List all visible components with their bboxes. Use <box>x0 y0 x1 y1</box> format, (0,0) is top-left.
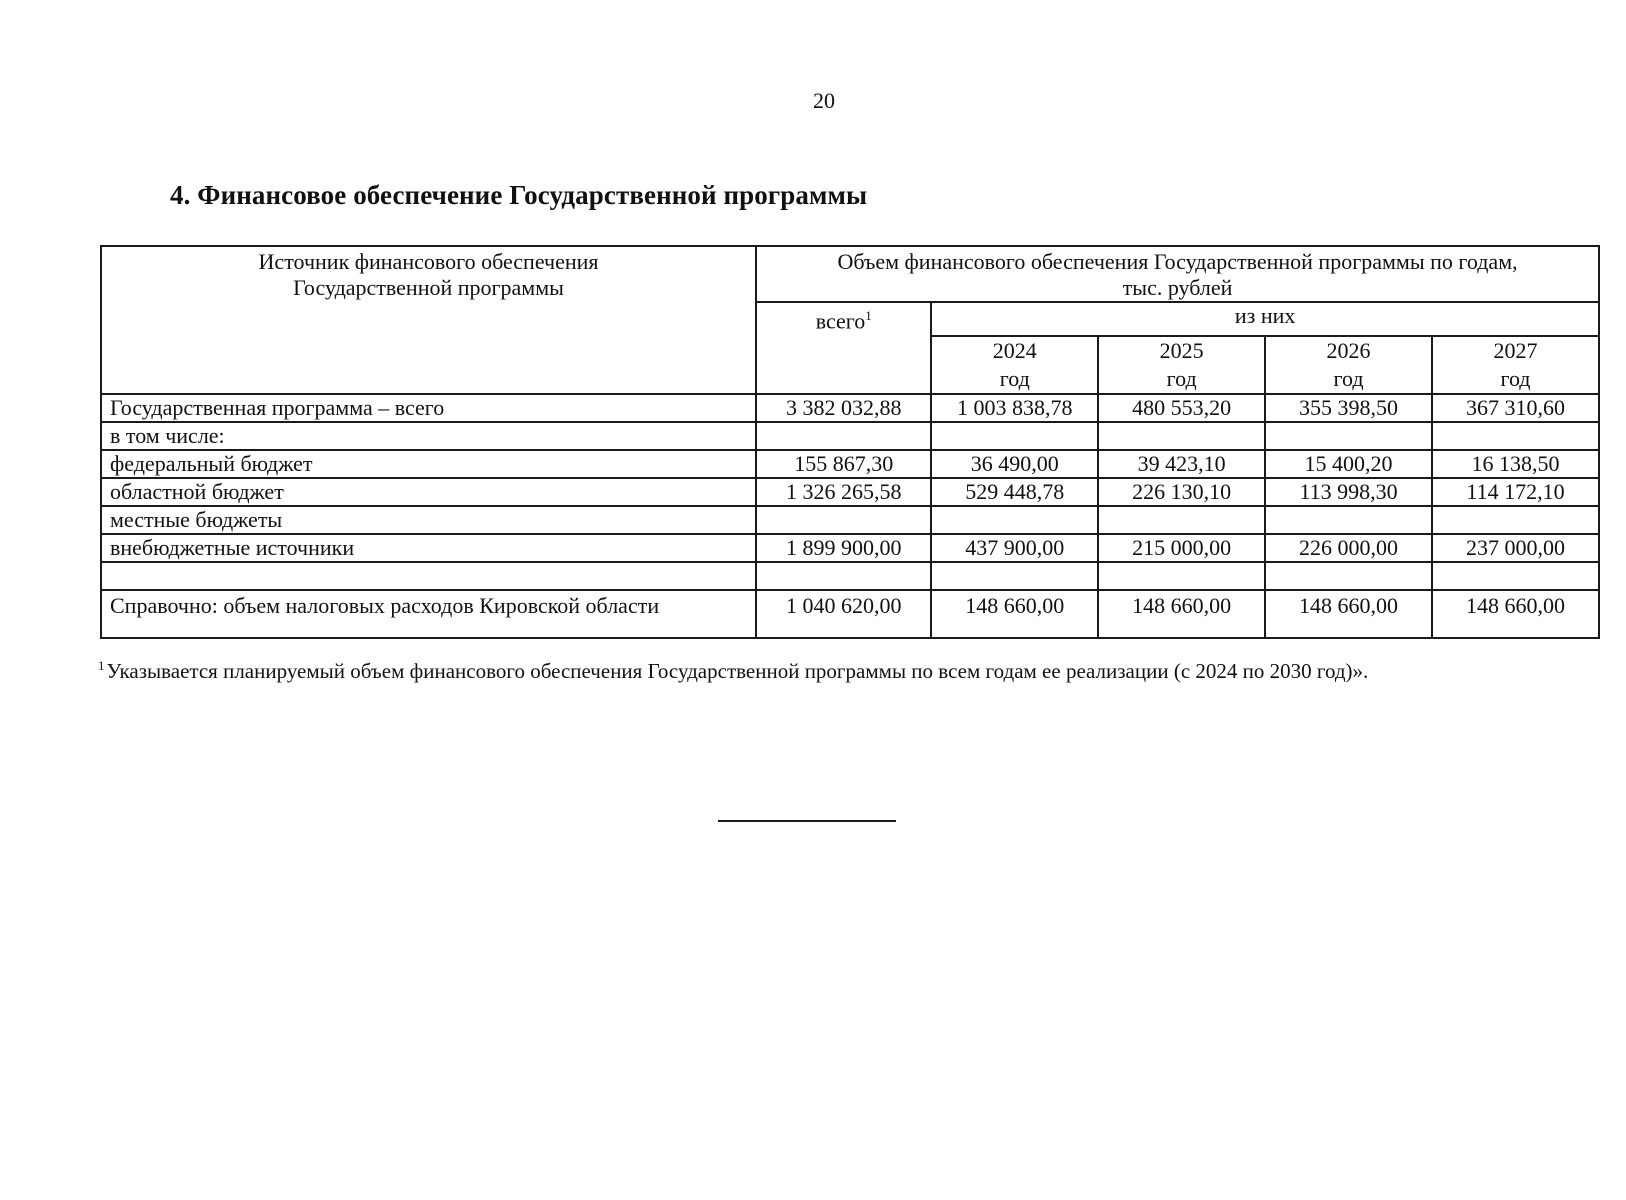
cell-2027: 16 138,50 <box>1432 450 1599 478</box>
footnote-mark: 1 <box>98 658 105 673</box>
cell-2024 <box>931 506 1098 534</box>
header-year-value: 2024 <box>992 338 1037 363</box>
cell-2027: 114 172,10 <box>1432 478 1599 506</box>
row-label: федеральный бюджет <box>101 450 756 478</box>
header-source-line2: Государственной программы <box>293 275 564 300</box>
header-year-unit: год <box>1500 366 1531 391</box>
header-year-value: 2025 <box>1159 338 1204 363</box>
header-year-unit: год <box>1166 366 1197 391</box>
cell-total <box>756 506 931 534</box>
section-title: 4. Финансовое обеспечение Государственной программы <box>170 180 868 210</box>
row-label: Справочно: объем налоговых расходов Кировской области <box>101 590 756 638</box>
cell-total <box>756 422 931 450</box>
table-row-local-budgets <box>101 506 1599 534</box>
cell-2027: 148 660,00 <box>1432 590 1599 638</box>
cell-2024: 529 448,78 <box>931 478 1098 506</box>
cell-2025 <box>1098 562 1265 590</box>
table-row-empty <box>101 562 1599 590</box>
cell-2025: 215 000,00 <box>1098 534 1265 562</box>
row-label: Государственная программа – всего <box>101 394 756 422</box>
cell-2024: 36 490,00 <box>931 450 1098 478</box>
table-header-row-1 <box>101 246 1599 302</box>
cell-2025: 480 553,20 <box>1098 394 1265 422</box>
header-source-cell <box>101 246 756 394</box>
cell-2026: 355 398,50 <box>1265 394 1432 422</box>
table-row-regional-budget <box>101 478 1599 506</box>
cell-2024: 148 660,00 <box>931 590 1098 638</box>
table-row-program-total <box>101 394 1599 422</box>
cell-total: 3 382 032,88 <box>756 394 931 422</box>
table-row-federal-budget <box>101 450 1599 478</box>
cell-2026: 15 400,20 <box>1265 450 1432 478</box>
cell-total: 1 899 900,00 <box>756 534 931 562</box>
header-total-label: всего <box>815 308 866 334</box>
cell-total: 155 867,30 <box>756 450 931 478</box>
row-label: местные бюджеты <box>101 506 756 534</box>
header-year-2026 <box>1265 336 1432 394</box>
cell-2027: 237 000,00 <box>1432 534 1599 562</box>
cell-2027 <box>1432 562 1599 590</box>
row-label: внебюджетные источники <box>101 534 756 562</box>
row-label: областной бюджет <box>101 478 756 506</box>
header-year-value: 2027 <box>1493 338 1538 363</box>
header-volume-line2: тыс. рублей <box>1122 275 1233 300</box>
cell-2026 <box>1265 562 1432 590</box>
row-label <box>101 562 756 590</box>
cell-2026 <box>1265 422 1432 450</box>
row-label: в том числе: <box>101 422 756 450</box>
header-year-unit: год <box>1333 366 1364 391</box>
cell-2025: 148 660,00 <box>1098 590 1265 638</box>
header-total-footnote-mark: 1 <box>865 308 872 323</box>
header-year-value: 2026 <box>1326 338 1371 363</box>
page-number: 20 <box>813 88 835 113</box>
cell-total: 1 040 620,00 <box>756 590 931 638</box>
header-total-cell <box>756 302 931 394</box>
cell-2027: 367 310,60 <box>1432 394 1599 422</box>
cell-2027 <box>1432 506 1599 534</box>
header-of-them-cell: из них <box>931 302 1599 336</box>
cell-2025 <box>1098 506 1265 534</box>
table-row-extrabudgetary <box>101 534 1599 562</box>
cell-2024: 437 900,00 <box>931 534 1098 562</box>
cell-2024 <box>931 562 1098 590</box>
header-volume-line1: Объем финансового обеспечения Государственной программы по годам, <box>837 249 1518 274</box>
cell-2024 <box>931 422 1098 450</box>
header-volume-cell <box>756 246 1599 302</box>
cell-2026: 113 998,30 <box>1265 478 1432 506</box>
cell-2025: 226 130,10 <box>1098 478 1265 506</box>
cell-total: 1 326 265,58 <box>756 478 931 506</box>
financing-table <box>100 245 1600 639</box>
table-row-including <box>101 422 1599 450</box>
header-year-unit: год <box>999 366 1030 391</box>
cell-2026 <box>1265 506 1432 534</box>
cell-2027 <box>1432 422 1599 450</box>
cell-2026: 226 000,00 <box>1265 534 1432 562</box>
cell-2025 <box>1098 422 1265 450</box>
header-source-line1: Источник финансового обеспечения <box>258 249 599 274</box>
cell-2026: 148 660,00 <box>1265 590 1432 638</box>
header-year-2024 <box>931 336 1098 394</box>
cell-2025: 39 423,10 <box>1098 450 1265 478</box>
header-year-2027 <box>1432 336 1599 394</box>
table-row-tax-expenditures <box>101 590 1599 638</box>
footnote-text: Указывается планируемый объем финансового обеспечения Государственной программы по всем годам ее реализации (с 2024 по 2030 год)». <box>106 659 1369 683</box>
cell-total <box>756 562 931 590</box>
header-year-2025 <box>1098 336 1265 394</box>
footnote <box>98 658 1368 684</box>
end-separator-line <box>718 820 896 822</box>
cell-2024: 1 003 838,78 <box>931 394 1098 422</box>
